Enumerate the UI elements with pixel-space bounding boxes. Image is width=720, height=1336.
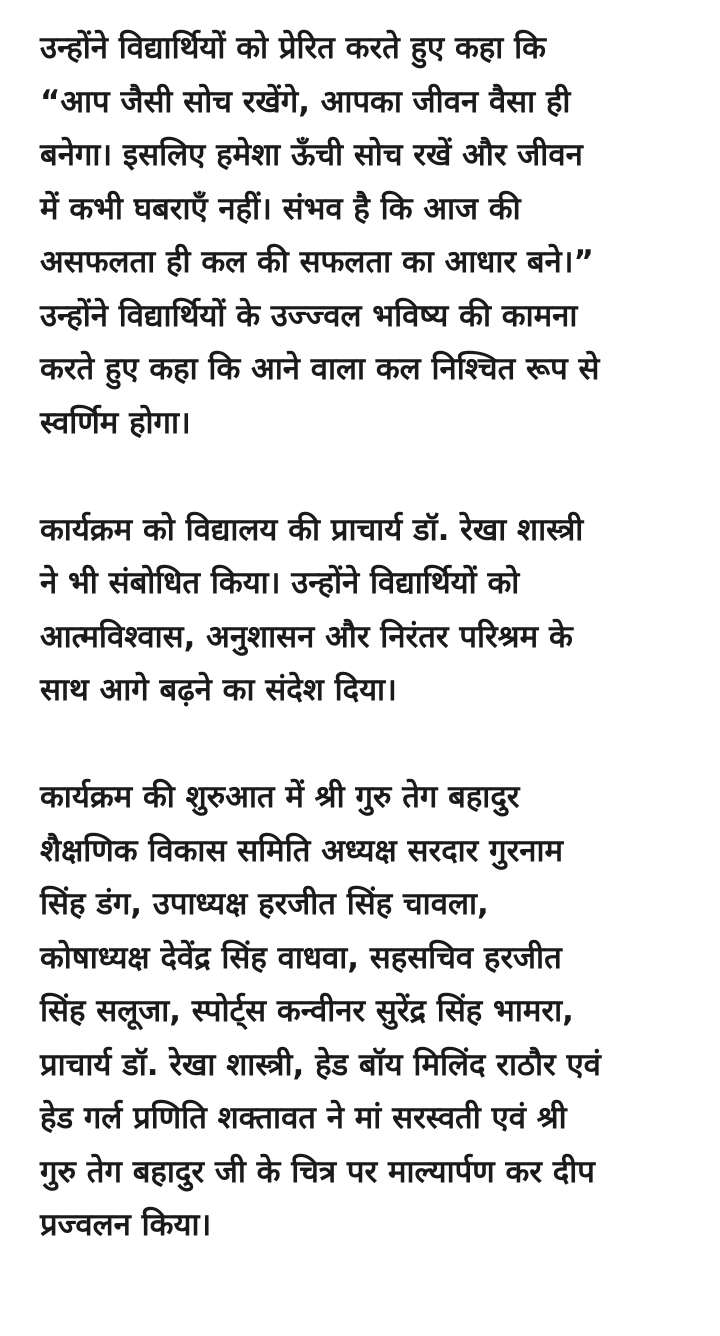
text-line: सिंह डंग, उपाध्यक्ष हरजीत सिंह चावला, — [40, 886, 489, 922]
text-line: कार्यक्रम को विद्यालय की प्राचार्य डॉ. रेखा शास्त्री — [40, 511, 584, 548]
paragraph-gap — [40, 718, 700, 772]
text-line: ने भी संबोधित किया। उन्होंने विद्यार्थियों को — [40, 565, 520, 601]
text-line: शैक्षणिक विकास समिति अध्यक्ष सरदार गुरनाम — [40, 832, 564, 869]
text-line: उन्होंने विद्यार्थियों को प्रेरित करते हुए कहा कि — [40, 30, 546, 66]
text-line: सिंह सलूजा, स्पोर्ट्स कन्वीनर सुरेंद्र सिंह भामरा, — [40, 993, 574, 1029]
text-line: प्रज्वलन किया। — [40, 1207, 212, 1243]
text-line: में कभी घबराएँ नहीं। संभव है कि आज की — [40, 190, 521, 227]
text-line: आत्मविश्वास, अनुशासन और निरंतर परिश्रम के — [40, 618, 573, 655]
text-line: हेड गर्ल प्रणिति शक्तावत ने मां सरस्वती एवं श्री — [40, 1100, 567, 1136]
paragraph-principal — [40, 504, 700, 718]
text-line: कोषाध्यक्ष देवेंद्र सिंह वाधवा, सहसचिव हरजीत — [40, 939, 562, 976]
text-line: असफलता ही कल की सफलता का आधार बने।” — [40, 244, 594, 280]
text-line: गुरु तेग बहादुर जी के चित्र पर माल्यार्पण कर दीप — [40, 1153, 595, 1190]
text-line: उन्होंने विद्यार्थियों के उज्ज्वल भविष्य की कामना — [40, 297, 578, 334]
text-line: स्वर्णिम होगा। — [40, 404, 191, 441]
paragraph-inauguration — [40, 771, 700, 1253]
paragraph-gap — [40, 450, 700, 504]
paragraph-quote — [40, 22, 700, 450]
text-line: प्राचार्य डॉ. रेखा शास्त्री, हेड बॉय मिलिंद राठौर एवं — [40, 1046, 601, 1083]
text-line: साथ आगे बढ़ने का संदेश दिया। — [40, 672, 397, 708]
article-body — [40, 22, 700, 1253]
text-line: “आप जैसी सोच रखेंगे, आपका जीवन वैसा ही — [40, 83, 571, 120]
text-line: करते हुए कहा कि आने वाला कल निश्चित रूप से — [40, 351, 600, 387]
text-line: कार्यक्रम की शुरुआत में श्री गुरु तेग बहादुर — [40, 779, 520, 815]
text-line: बनेगा। इसलिए हमेशा ऊँची सोच रखें और जीवन — [40, 137, 583, 173]
